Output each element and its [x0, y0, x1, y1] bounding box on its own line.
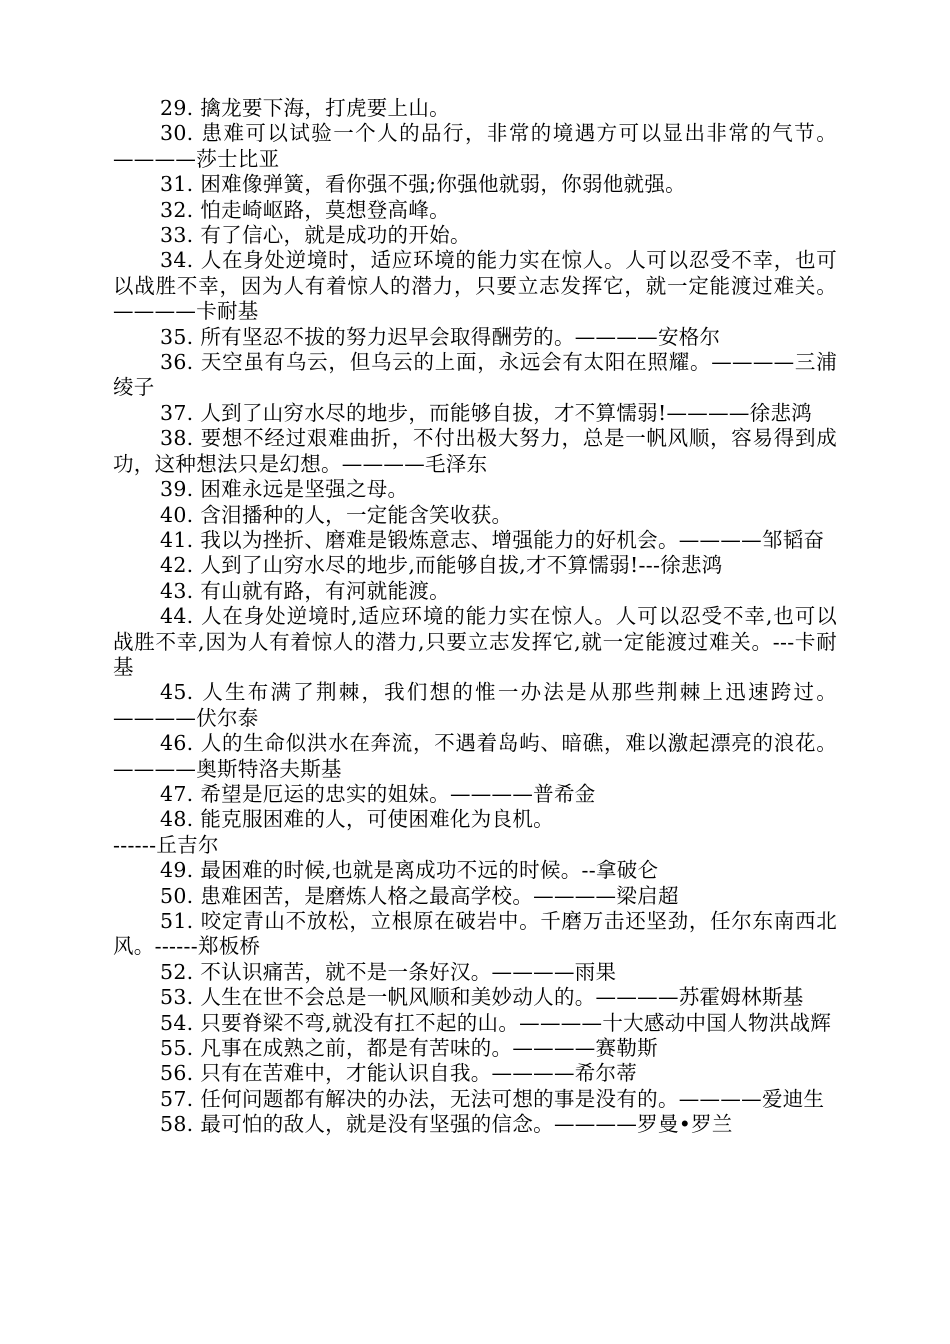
- quote-text: 能克服困难的人，可使困难化为良机。: [200, 807, 554, 832]
- quote-number: 42.: [160, 553, 194, 578]
- quote-text: 只要脊梁不弯,就没有扛不起的山。————十大感动中国人物洪战辉: [200, 1010, 832, 1035]
- quote-number: 49.: [160, 858, 194, 883]
- quote-number: 39.: [160, 477, 194, 502]
- quote-paragraph: [113, 198, 837, 223]
- quote-number: 30.: [160, 121, 194, 146]
- quote-paragraph: [113, 884, 837, 909]
- quote-text: 最可怕的敌人，就是没有坚强的信念。————罗曼•罗兰: [200, 1112, 733, 1137]
- quote-paragraph: [113, 731, 837, 782]
- quote-paragraph: [113, 248, 837, 324]
- quote-paragraph: [113, 1036, 837, 1061]
- quote-number: 51.: [160, 909, 194, 933]
- quote-number: 37.: [160, 400, 194, 425]
- quote-paragraph: [113, 325, 837, 350]
- quote-text: 人生在世不会总是一帆风顺和美妙动人的。————苏霍姆林斯基: [200, 985, 804, 1010]
- quote-paragraph: [113, 782, 837, 807]
- quote-paragraph: [113, 909, 837, 960]
- quote-number: 53.: [160, 985, 194, 1010]
- quote-text: 咬定青山不放松，立根原在破岩中。千磨万击还坚劲，任尔东南西北风。------郑板桥: [113, 909, 837, 959]
- quote-text: 最困难的时候,也就是离成功不远的时候。--拿破仑: [200, 858, 659, 883]
- quote-text: 困难永远是坚强之母。: [200, 477, 409, 502]
- quote-text: 怕走崎岖路，莫想登高峰。: [200, 197, 450, 222]
- quote-text: 擒龙要下海，打虎要上山。: [200, 96, 450, 120]
- quote-text: 人到了山穷水尽的地步,而能够自拔,才不算懦弱!---徐悲鸿: [200, 553, 723, 578]
- quote-paragraph: [113, 1112, 837, 1137]
- quote-number: 58.: [160, 1112, 194, 1137]
- quote-number: 38.: [160, 426, 194, 451]
- quote-paragraph: [113, 401, 837, 426]
- quote-paragraph: [113, 121, 837, 172]
- quote-number: 55.: [160, 1036, 194, 1061]
- quote-number: 32.: [160, 197, 194, 222]
- quote-text: 人生布满了荆棘，我们想的惟一办法是从那些荆棘上迅速跨过。————伏尔泰: [113, 680, 837, 730]
- quote-paragraph: [113, 985, 837, 1010]
- quote-paragraph: [113, 1061, 837, 1086]
- quote-text: 我以为挫折、磨难是锻炼意志、增强能力的好机会。————邹韬奋: [200, 527, 825, 552]
- quote-number: 57.: [160, 1086, 194, 1111]
- quote-paragraph: [113, 528, 837, 553]
- quote-number: 56.: [160, 1061, 194, 1086]
- document-page: [113, 96, 837, 1138]
- quote-paragraph: [113, 960, 837, 985]
- quote-text: 任何问题都有解决的办法，无法可想的事是没有的。————爱迪生: [200, 1086, 825, 1111]
- quote-text: 患难困苦，是磨炼人格之最高学校。————梁启超: [200, 883, 679, 908]
- quote-paragraph: [113, 477, 837, 502]
- quote-number: 45.: [160, 680, 194, 705]
- quote-paragraph: [113, 223, 837, 248]
- quote-text: 天空虽有乌云，但乌云的上面，永远会有太阳在照耀。————三浦绫子: [113, 350, 837, 400]
- quote-text: 有山就有路，有河就能渡。: [200, 578, 450, 603]
- quote-number: 54.: [160, 1010, 194, 1035]
- quote-number: 40.: [160, 502, 194, 527]
- quote-text: 要想不经过艰难曲折，不付出极大努力，总是一帆风顺，容易得到成功，这种想法只是幻想。————毛泽东: [113, 426, 837, 476]
- quote-text: 不认识痛苦，就不是一条好汉。————雨果: [200, 959, 617, 984]
- quote-number: 35.: [160, 324, 194, 349]
- quote-number: 36.: [160, 350, 194, 375]
- quote-paragraph: [113, 579, 837, 604]
- quote-paragraph: [113, 858, 837, 883]
- quote-paragraph: [113, 1011, 837, 1036]
- quote-text: ------丘吉尔: [113, 832, 219, 857]
- quote-paragraph: [113, 604, 837, 680]
- quote-number: 31.: [160, 172, 194, 197]
- quote-text: 患难可以试验一个人的品行，非常的境遇方可以显出非常的气节。————莎士比亚: [113, 121, 837, 171]
- quote-text: 含泪播种的人，一定能含笑收获。: [200, 502, 513, 527]
- quote-number: 44.: [160, 604, 194, 629]
- quote-paragraph: [113, 350, 837, 401]
- quote-text: 凡事在成熟之前，都是有苦味的。————赛勒斯: [200, 1036, 658, 1061]
- quote-number: 47.: [160, 781, 194, 806]
- quote-paragraph: [113, 172, 837, 197]
- quote-paragraph: [113, 426, 837, 477]
- quote-text: 困难像弹簧，看你强不强;你强他就弱，你弱他就强。: [200, 172, 686, 197]
- quote-text: 所有坚忍不拔的努力迟早会取得酬劳的。————安格尔: [200, 324, 721, 349]
- quote-text: 人在身处逆境时,适应环境的能力实在惊人。人可以忍受不幸,也可以战胜不幸,因为人有着惊人的潜力,只要立志发挥它,就一定能渡过难关。---卡耐基: [113, 604, 837, 679]
- quote-paragraph: [113, 807, 837, 832]
- quote-text: 人的生命似洪水在奔流，不遇着岛屿、暗礁，难以激起漂亮的浪花。————奥斯特洛夫斯基: [113, 731, 837, 781]
- quote-number: 33.: [160, 223, 194, 248]
- quote-text: 人在身处逆境时，适应环境的能力实在惊人。人可以忍受不幸，也可以战胜不幸，因为人有着惊人的潜力，只要立志发挥它，就一定能渡过难关。————卡耐基: [113, 248, 837, 324]
- quote-number: 50.: [160, 883, 194, 908]
- quote-number: 52.: [160, 959, 194, 984]
- quote-number: 43.: [160, 578, 194, 603]
- quote-number: 41.: [160, 527, 194, 552]
- quote-number: 46.: [160, 731, 194, 756]
- quote-number: 29.: [160, 96, 194, 120]
- quote-text: 只有在苦难中，才能认识自我。————希尔蒂: [200, 1061, 638, 1086]
- quote-paragraph: [113, 503, 837, 528]
- quote-text: 人到了山穷水尽的地步，而能够自拔，才不算懦弱!————徐悲鸿: [200, 400, 813, 425]
- quote-paragraph: [113, 680, 837, 731]
- quote-number: 48.: [160, 807, 194, 832]
- quote-text: 希望是厄运的忠实的姐妹。————普希金: [200, 781, 596, 806]
- quote-paragraph: [113, 833, 837, 858]
- quote-number: 34.: [160, 248, 194, 273]
- quote-paragraph: [113, 1087, 837, 1112]
- quote-paragraph: [113, 553, 837, 578]
- quote-text: 有了信心，就是成功的开始。: [200, 223, 471, 248]
- quote-paragraph: [113, 96, 837, 121]
